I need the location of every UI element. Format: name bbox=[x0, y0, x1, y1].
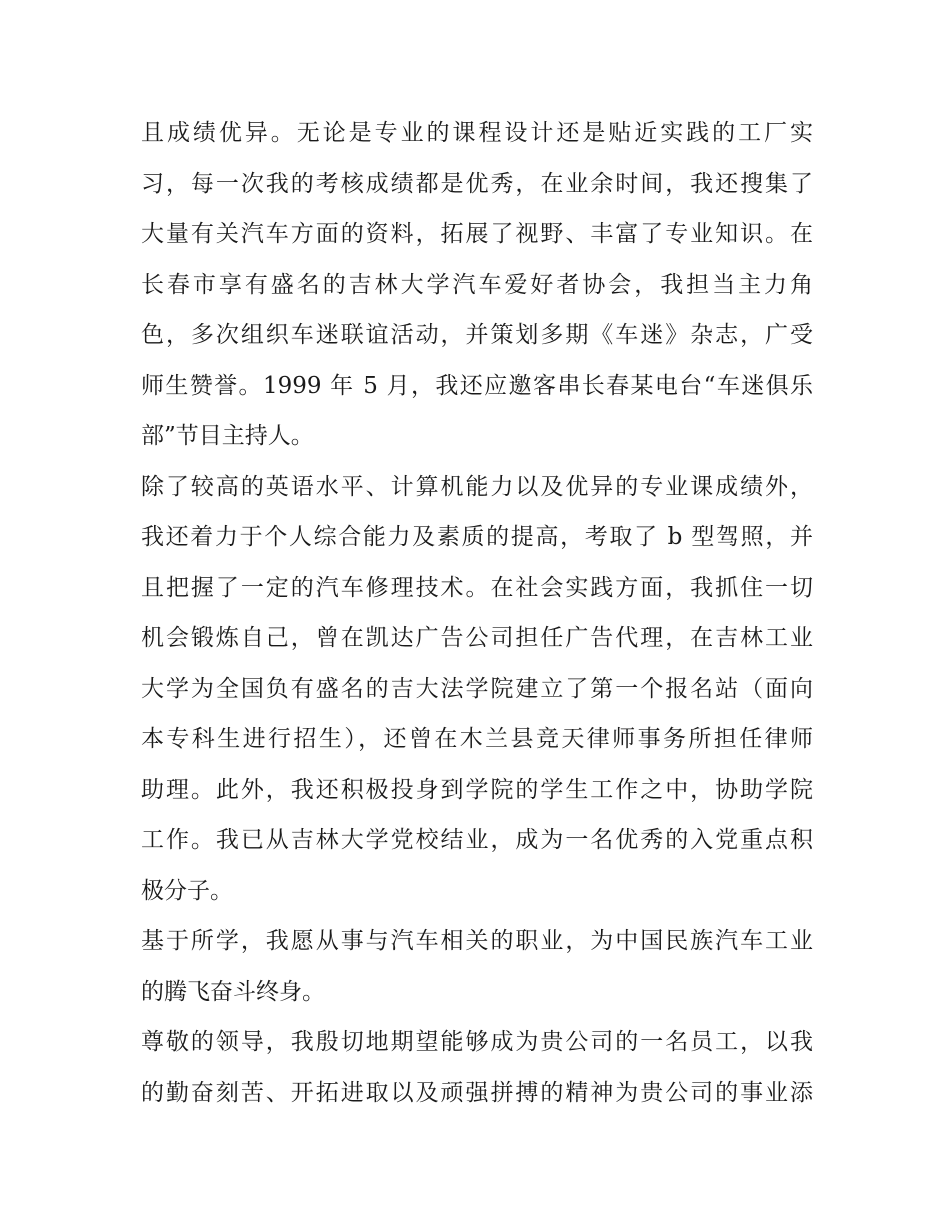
text-line: 长春市享有盛名的吉林大学汽车爱好者协会，我担当主力角 bbox=[141, 271, 813, 298]
text-line: 我还着力于个人综合能力及素质的提高，考取了 b 型驾照，并 bbox=[141, 524, 813, 550]
text-line: 的腾飞奋斗终身。 bbox=[141, 978, 325, 1005]
text-line: 且把握了一定的汽车修理技术。在社会实践方面，我抓住一切 bbox=[141, 574, 813, 601]
text-line: 本专科生进行招生），还曾在木兰县竞天律师事务所担任律师 bbox=[141, 726, 813, 752]
paragraph-career-goal bbox=[141, 916, 813, 1017]
text-line: 色，多次组织车迷联谊活动，并策划多期《车迷》杂志，广受 bbox=[141, 322, 813, 348]
text-line: 极分子。 bbox=[141, 877, 233, 904]
text-line: 除了较高的英语水平、计算机能力以及优异的专业课成绩外， bbox=[141, 473, 813, 500]
text-line: 师生赞誉。1999 年 5 月，我还应邀客串长春某电台“车迷俱乐 bbox=[141, 372, 813, 399]
paragraph-achievements bbox=[141, 108, 813, 462]
text-line: 大学为全国负有盛名的吉大法学院建立了第一个报名站（面向 bbox=[141, 675, 813, 702]
text-line: 部”节目主持人。 bbox=[141, 423, 314, 449]
text-line: 大量有关汽车方面的资料，拓展了视野、丰富了专业知识。在 bbox=[141, 221, 813, 247]
text-line: 工作。我已从吉林大学党校结业，成为一名优秀的入党重点积 bbox=[141, 827, 813, 853]
text-line: 且成绩优异。无论是专业的课程设计还是贴近实践的工厂实 bbox=[141, 120, 813, 146]
text-line: 习，每一次我的考核成绩都是优秀，在业余时间，我还搜集了 bbox=[141, 170, 813, 197]
text-line: 机会锻炼自己，曾在凯达广告公司担任广告代理，在吉林工业 bbox=[141, 625, 813, 651]
paragraph-closing bbox=[141, 1017, 813, 1118]
text-line: 尊敬的领导，我殷切地期望能够成为贵公司的一名员工，以我 bbox=[141, 1029, 813, 1055]
text-line: 的勤奋刻苦、开拓进取以及顽强拼搏的精神为贵公司的事业添 bbox=[141, 1079, 813, 1106]
document-body bbox=[141, 108, 813, 1118]
text-line: 助理。此外，我还积极投身到学院的学生工作之中，协助学院 bbox=[141, 776, 813, 803]
text-line: 基于所学，我愿从事与汽车相关的职业，为中国民族汽车工业 bbox=[141, 928, 813, 954]
paragraph-abilities bbox=[141, 462, 813, 917]
